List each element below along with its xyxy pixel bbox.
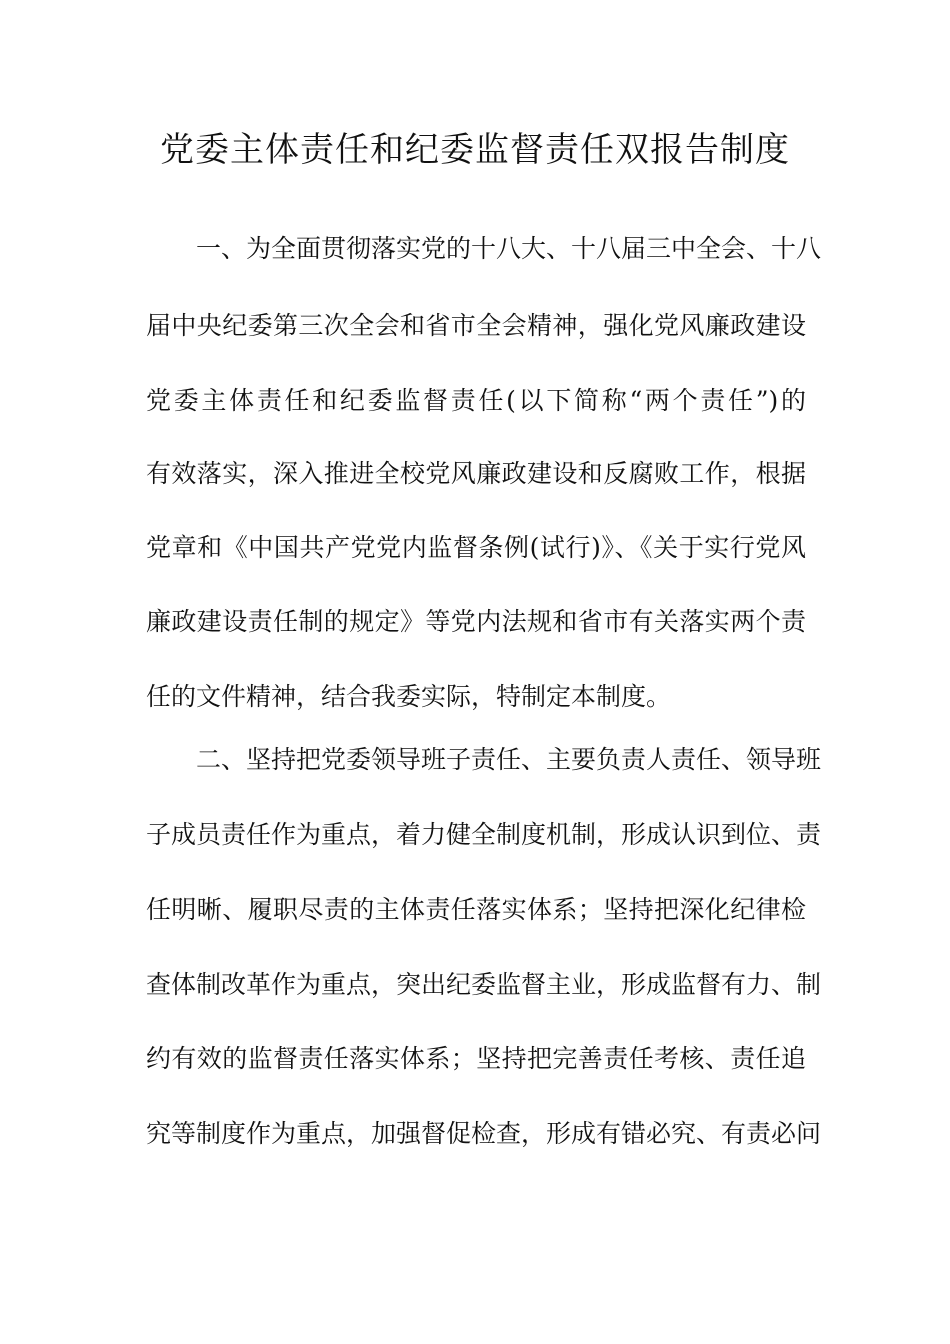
document-title: 党委主体责任和纪委监督责任双报告制度 (160, 130, 790, 170)
paragraph-1-line-5: 党章和《中国共产党党内监督条例(试行)》、《关于实行党风 (146, 533, 806, 562)
paragraph-2-line-6: 究等制度作为重点，加强督促检查，形成有错必究、有责必问 (146, 1119, 822, 1148)
paragraph-1-line-4: 有效落实，深入推进全校党风廉政建设和反腐败工作，根据 (146, 459, 806, 488)
paragraph-2-line-3: 任明晰、履职尽责的主体责任落实体系；坚持把深化纪律检 (146, 895, 806, 924)
paragraph-2-line-2: 子成员责任作为重点，着力健全制度机制，形成认识到位、责 (146, 820, 822, 849)
paragraph-2-line-1: 二、坚持把党委领导班子责任、主要负责人责任、领导班 (196, 745, 822, 774)
paragraph-1-line-1: 一、为全面贯彻落实党的十八大、十八届三中全会、十八 (196, 234, 822, 263)
paragraph-1-line-2: 届中央纪委第三次全会和省市全会精神，强化党风廉政建设 (146, 311, 806, 340)
paragraph-2-line-5: 约有效的监督责任落实体系；坚持把完善责任考核、责任追 (146, 1044, 806, 1073)
paragraph-1-line-7: 任的文件精神，结合我委实际，特制定本制度。 (146, 682, 672, 711)
paragraph-1-line-6: 廉政建设责任制的规定》等党内法规和省市有关落实两个责 (146, 607, 806, 636)
paragraph-2-line-4: 查体制改革作为重点，突出纪委监督主业，形成监督有力、制 (146, 970, 822, 999)
paragraph-1-line-3: 党委主体责任和纪委监督责任(以下简称“两个责任”)的 (146, 386, 806, 415)
